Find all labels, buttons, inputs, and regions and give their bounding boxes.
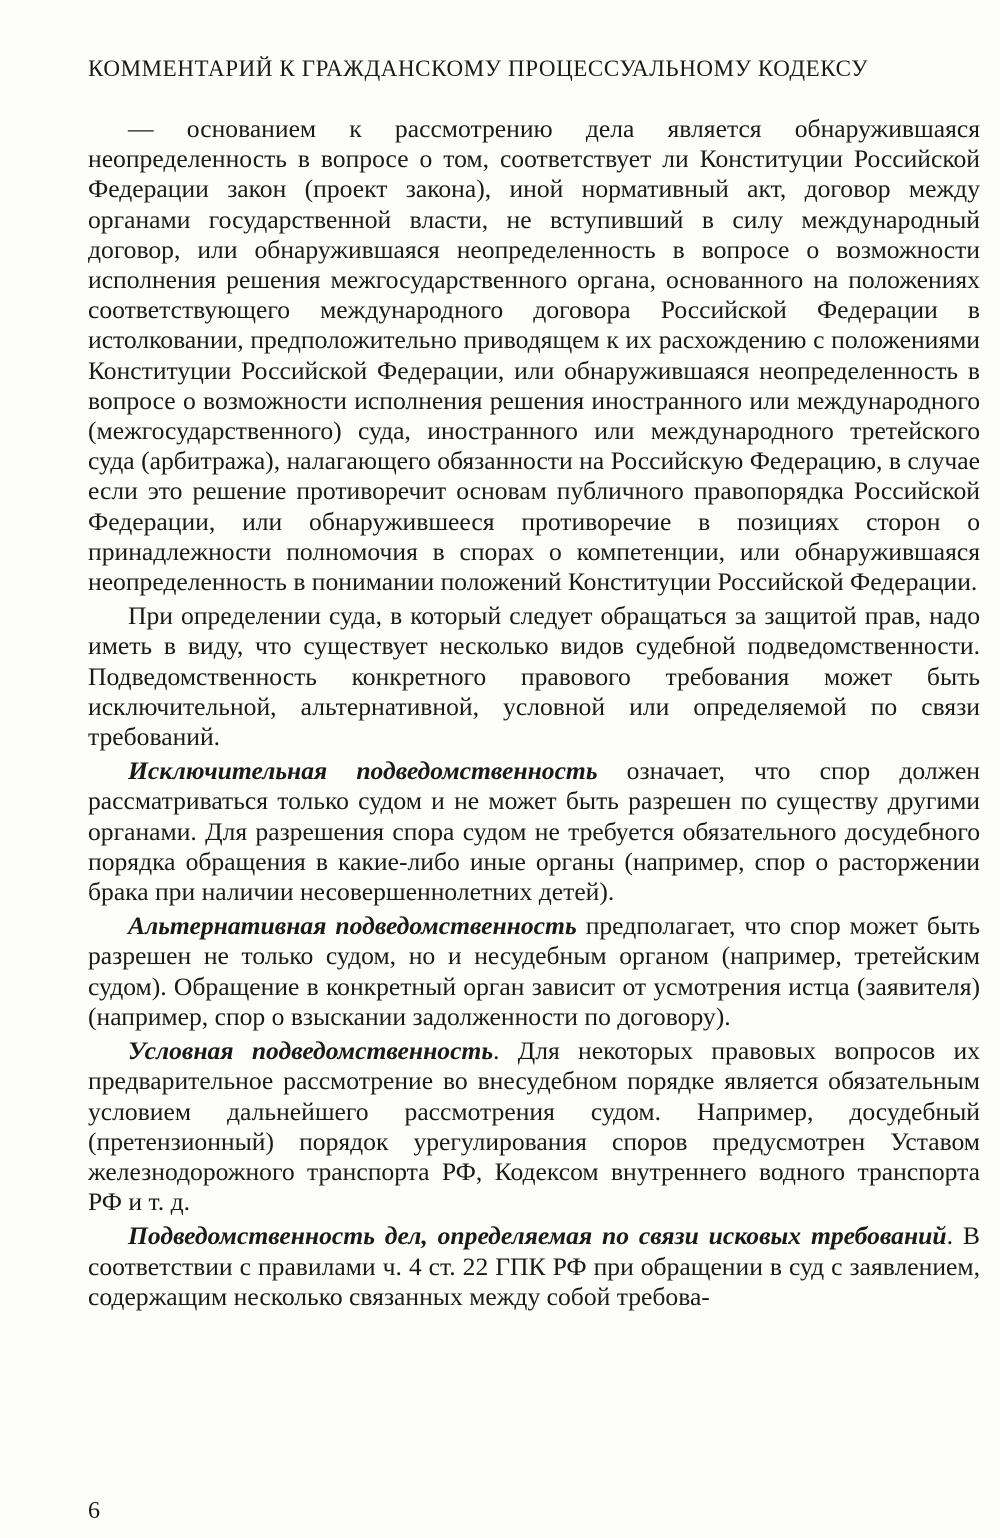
- paragraph-jurisdiction-types: При определении суда, в который следует обращаться за защитой прав, надо иметь в виду, что существует несколько видов судебной подведомственности. Подведомственность конкретного правового требования может быть исключительной, альтернативной, условной или определяемой по связи требований.: [88, 601, 980, 752]
- paragraph-alternative-jurisdiction: [88, 911, 980, 1032]
- term-related-claims-jurisdiction: Подведомственность дел, определяемая по связи исковых требований: [128, 1221, 947, 1251]
- page-number: 6: [88, 1498, 100, 1524]
- body-text: [88, 114, 980, 1316]
- paragraph-exclusive-jurisdiction: [88, 756, 980, 907]
- paragraph-conditional-jurisdiction: [88, 1036, 980, 1217]
- term-exclusive-jurisdiction: Исключительная подведомственность: [128, 756, 598, 786]
- paragraph-conditional-text: . Для некоторых правовых вопросов их предварительное рассмотрение во внесудебном порядке является обязательным условием дальнейшего рассмотрения судом. Например, досудебный (претензионный) порядок урегулирования споров предусмотрен Уставом железнодорожного транспорта РФ, Кодексом внутреннего водного транспорта РФ и т. д.: [88, 1036, 981, 1217]
- paragraph-alternative-text: предполагает, что спор может быть разрешен не только судом, но и несудебным органом (например, третейским судом). Обращение в конкретный орган зависит от усмотрения истца (заявителя) (например, спор о взыскании задолженности по договору).: [88, 911, 980, 1031]
- paragraph-related-claims-text: . В соответствии с правилами ч. 4 ст. 22 ГПК РФ при обращении в суд с заявлением, содержащим несколько связанных между собой требова-: [88, 1221, 980, 1311]
- paragraph-grounds: — основанием к рассмотрению дела является обнаружившаяся неопределенность в вопросе о том, соответствует ли Конституции Российской Федерации закон (проект закона), иной нормативный акт, договор между органами государственной власти, не вступивший в силу международный договор, или обнаружившаяся неопределенность в вопросе о возможности исполнения решения межгосударственного органа, основанного на положениях соответствующего международного договора Российской Федерации в истолковании, предположительно приводящем к их расхождению с положениями Конституции Российской Федерации, или обнаружившаяся неопределенность в вопросе о возможности исполнения решения иностранного или международного (межгосударственного) суда, иностранного или международного третейского суда (арбитража), налагающего обязанности на Российскую Федерацию, в случае если это решение противоречит основам публичного правопорядка Российской Федерации, или обнаружившееся противоречие в позициях сторон о принадлежности полномочия в спорах о компетенции, или обнаружившаяся неопределенность в понимании положений Конституции Российской Федерации.: [88, 114, 980, 597]
- term-alternative-jurisdiction: Альтернативная подведомственность: [128, 911, 577, 941]
- running-header: КОММЕНТАРИЙ К ГРАЖДАНСКОМУ ПРОЦЕССУАЛЬНОМУ КОДЕКСУ: [88, 56, 869, 81]
- paragraph-exclusive-text: означает, что спор должен рассматриваться только судом и не может быть разрешен по существу другими органами. Для разрешения спора судом не требуется обязательного досудебного порядка обращения в какие-либо иные органы (например, спор о расторжении брака при наличии несовершеннолетних детей).: [88, 756, 980, 907]
- term-conditional-jurisdiction: Условная подведомственность: [128, 1036, 494, 1066]
- paragraph-related-claims-jurisdiction: [88, 1221, 980, 1312]
